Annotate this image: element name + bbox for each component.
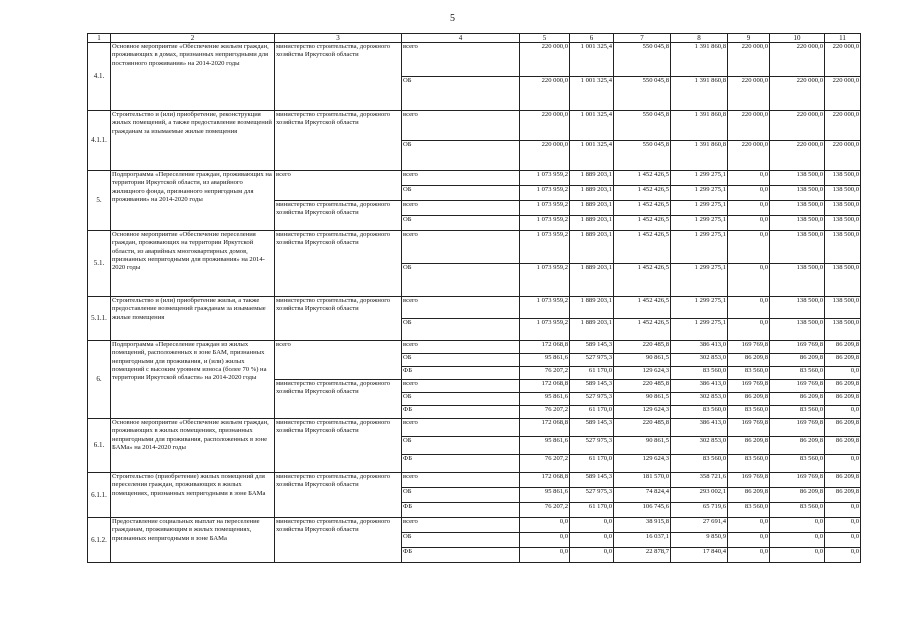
amount-cell: 86 209,8 [770, 488, 825, 503]
table-row [88, 43, 861, 77]
table-row [88, 297, 861, 319]
responsible-executor: всего [275, 341, 402, 380]
header-cell: 5 [520, 34, 570, 43]
amount-cell: 38 915,8 [614, 518, 671, 533]
amount-cell: 1 889 203,1 [570, 264, 614, 297]
amount-cell: 169 769,8 [770, 419, 825, 437]
amount-cell: 0,0 [728, 548, 770, 563]
funding-source: ФБ [402, 455, 520, 473]
amount-cell: 220 000,0 [520, 77, 570, 111]
funding-source: всего [402, 380, 520, 393]
amount-cell: 220 000,0 [728, 141, 770, 171]
amount-cell: 589 145,3 [570, 419, 614, 437]
amount-cell: 220 000,0 [770, 77, 825, 111]
amount-cell: 169 769,8 [770, 380, 825, 393]
amount-cell: 220 000,0 [770, 141, 825, 171]
responsible-executor: министерство строительства, дорожного хозяйства Иркутской области [275, 43, 402, 111]
amount-cell: 1 073 959,2 [520, 297, 570, 319]
amount-cell: 86 209,8 [728, 393, 770, 406]
amount-cell: 138 500,0 [770, 231, 825, 264]
amount-cell: 0,0 [728, 297, 770, 319]
amount-cell: 589 145,3 [570, 341, 614, 354]
item-number: 5.1.1. [88, 297, 111, 341]
funding-source: ОБ [402, 319, 520, 341]
amount-cell: 1 299 275,1 [671, 216, 728, 231]
amount-cell: 0,0 [728, 319, 770, 341]
amount-cell: 90 861,5 [614, 393, 671, 406]
amount-cell: 95 861,6 [520, 437, 570, 455]
amount-cell: 86 209,8 [825, 393, 861, 406]
amount-cell: 1 452 426,5 [614, 231, 671, 264]
responsible-executor: всего [275, 171, 402, 201]
funding-source: ОБ [402, 77, 520, 111]
amount-cell: 9 850,9 [671, 533, 728, 548]
header-cell: 8 [671, 34, 728, 43]
header-cell: 1 [88, 34, 111, 43]
amount-cell: 1 073 959,2 [520, 264, 570, 297]
amount-cell: 138 500,0 [770, 216, 825, 231]
amount-cell: 220 000,0 [825, 77, 861, 111]
amount-cell: 1 452 426,5 [614, 319, 671, 341]
amount-cell: 1 452 426,5 [614, 216, 671, 231]
amount-cell: 86 209,8 [728, 488, 770, 503]
amount-cell: 550 045,8 [614, 77, 671, 111]
amount-cell: 0,0 [728, 216, 770, 231]
amount-cell: 95 861,6 [520, 393, 570, 406]
amount-cell: 83 560,0 [671, 367, 728, 380]
amount-cell: 1 001 325,4 [570, 111, 614, 141]
item-number: 6.1.1. [88, 473, 111, 518]
amount-cell: 0,0 [825, 455, 861, 473]
amount-cell: 138 500,0 [825, 171, 861, 186]
amount-cell: 1 073 959,2 [520, 216, 570, 231]
funding-source: ОБ [402, 533, 520, 548]
amount-cell: 172 068,8 [520, 380, 570, 393]
amount-cell: 1 452 426,5 [614, 264, 671, 297]
amount-cell: 0,0 [728, 171, 770, 186]
header-cell: 11 [825, 34, 861, 43]
amount-cell: 86 209,8 [825, 354, 861, 367]
amount-cell: 86 209,8 [728, 354, 770, 367]
amount-cell: 1 001 325,4 [570, 141, 614, 171]
amount-cell: 0,0 [825, 367, 861, 380]
amount-cell: 86 209,8 [825, 341, 861, 354]
amount-cell: 358 721,6 [671, 473, 728, 488]
item-number: 6. [88, 341, 111, 419]
amount-cell: 0,0 [770, 548, 825, 563]
amount-cell: 90 861,5 [614, 354, 671, 367]
amount-cell: 1 299 275,1 [671, 171, 728, 186]
amount-cell: 0,0 [825, 503, 861, 518]
table-row [88, 419, 861, 437]
funding-source: всего [402, 297, 520, 319]
item-number: 4.1. [88, 43, 111, 111]
funding-source: ФБ [402, 503, 520, 518]
item-number: 6.1. [88, 419, 111, 473]
amount-cell: 589 145,3 [570, 473, 614, 488]
responsible-executor: министерство строительства, дорожного хозяйства Иркутской области [275, 473, 402, 518]
item-name: Основное мероприятие «Обеспечение переселения граждан, проживающих на территории Иркутской области, из аварийных многоквартирных домов, признанных непригодными для проживания» на 2014-2020 годы [111, 231, 275, 297]
amount-cell: 169 769,8 [728, 341, 770, 354]
amount-cell: 1 391 860,8 [671, 141, 728, 171]
funding-source: ОБ [402, 488, 520, 503]
amount-cell: 0,0 [520, 533, 570, 548]
amount-cell: 1 452 426,5 [614, 186, 671, 201]
amount-cell: 76 207,2 [520, 367, 570, 380]
amount-cell: 527 975,3 [570, 488, 614, 503]
amount-cell: 172 068,8 [520, 341, 570, 354]
amount-cell: 1 001 325,4 [570, 43, 614, 77]
amount-cell: 1 889 203,1 [570, 297, 614, 319]
amount-cell: 220 485,8 [614, 419, 671, 437]
funding-source: всего [402, 341, 520, 354]
amount-cell: 138 500,0 [770, 171, 825, 186]
amount-cell: 86 209,8 [770, 437, 825, 455]
amount-cell: 169 769,8 [770, 341, 825, 354]
amount-cell: 61 170,0 [570, 406, 614, 419]
header-cell: 7 [614, 34, 671, 43]
amount-cell: 0,0 [570, 518, 614, 533]
amount-cell: 83 560,0 [728, 406, 770, 419]
funding-source: ОБ [402, 393, 520, 406]
funding-source: всего [402, 231, 520, 264]
amount-cell: 0,0 [728, 533, 770, 548]
amount-cell: 106 745,6 [614, 503, 671, 518]
amount-cell: 220 000,0 [728, 77, 770, 111]
amount-cell: 1 889 203,1 [570, 231, 614, 264]
amount-cell: 0,0 [570, 533, 614, 548]
amount-cell: 1 299 275,1 [671, 186, 728, 201]
amount-cell: 220 000,0 [520, 141, 570, 171]
responsible-executor: министерство строительства, дорожного хозяйства Иркутской области [275, 111, 402, 171]
amount-cell: 550 045,8 [614, 111, 671, 141]
funding-source: ОБ [402, 186, 520, 201]
amount-cell: 172 068,8 [520, 473, 570, 488]
funding-source: ОБ [402, 264, 520, 297]
item-number: 6.1.2. [88, 518, 111, 563]
amount-cell: 0,0 [520, 548, 570, 563]
table-row [88, 341, 861, 354]
amount-cell: 138 500,0 [770, 201, 825, 216]
amount-cell: 1 073 959,2 [520, 201, 570, 216]
amount-cell: 1 073 959,2 [520, 231, 570, 264]
amount-cell: 0,0 [770, 533, 825, 548]
amount-cell: 138 500,0 [770, 264, 825, 297]
amount-cell: 86 209,8 [825, 437, 861, 455]
amount-cell: 1 073 959,2 [520, 319, 570, 341]
amount-cell: 22 878,7 [614, 548, 671, 563]
item-name: Основное мероприятие «Обеспечение жильем граждан, проживающих в домах, признанных непригодными для постоянного проживания» на 2014-2020 годы [111, 43, 275, 111]
amount-cell: 0,0 [825, 533, 861, 548]
amount-cell: 302 853,0 [671, 354, 728, 367]
amount-cell: 1 889 203,1 [570, 186, 614, 201]
funding-source: всего [402, 201, 520, 216]
amount-cell: 76 207,2 [520, 406, 570, 419]
amount-cell: 1 391 860,8 [671, 111, 728, 141]
responsible-executor: министерство строительства, дорожного хозяйства Иркутской области [275, 380, 402, 419]
amount-cell: 1 299 275,1 [671, 319, 728, 341]
funding-source: ОБ [402, 437, 520, 455]
amount-cell: 83 560,0 [671, 455, 728, 473]
amount-cell: 0,0 [728, 186, 770, 201]
amount-cell: 1 073 959,2 [520, 171, 570, 186]
amount-cell: 76 207,2 [520, 503, 570, 518]
amount-cell: 1 391 860,8 [671, 43, 728, 77]
amount-cell: 1 889 203,1 [570, 319, 614, 341]
amount-cell: 0,0 [728, 231, 770, 264]
amount-cell: 1 073 959,2 [520, 186, 570, 201]
item-name: Строительство и (или) приобретение жилья, а также предоставление возмещений гражданам за изымаемые жилые помещения [111, 297, 275, 341]
responsible-executor: министерство строительства, дорожного хозяйства Иркутской области [275, 201, 402, 231]
amount-cell: 76 207,2 [520, 455, 570, 473]
funding-source: всего [402, 111, 520, 141]
amount-cell: 220 000,0 [825, 141, 861, 171]
funding-source: всего [402, 473, 520, 488]
amount-cell: 74 824,4 [614, 488, 671, 503]
amount-cell: 129 624,3 [614, 455, 671, 473]
amount-cell: 302 853,0 [671, 393, 728, 406]
amount-cell: 589 145,3 [570, 380, 614, 393]
header-cell: 9 [728, 34, 770, 43]
amount-cell: 17 840,4 [671, 548, 728, 563]
header-cell: 6 [570, 34, 614, 43]
responsible-executor: министерство строительства, дорожного хозяйства Иркутской области [275, 297, 402, 341]
amount-cell: 220 485,8 [614, 380, 671, 393]
amount-cell: 27 691,4 [671, 518, 728, 533]
amount-cell: 220 000,0 [728, 43, 770, 77]
item-number: 5.1. [88, 231, 111, 297]
amount-cell: 169 769,8 [728, 419, 770, 437]
amount-cell: 1 889 203,1 [570, 171, 614, 186]
funding-source: всего [402, 43, 520, 77]
funding-source: всего [402, 171, 520, 186]
amount-cell: 86 209,8 [825, 473, 861, 488]
amount-cell: 61 170,0 [570, 367, 614, 380]
amount-cell: 86 209,8 [770, 354, 825, 367]
amount-cell: 386 413,0 [671, 419, 728, 437]
amount-cell: 61 170,0 [570, 455, 614, 473]
amount-cell: 83 560,0 [770, 367, 825, 380]
amount-cell: 1 889 203,1 [570, 216, 614, 231]
table-body [88, 34, 861, 563]
amount-cell: 86 209,8 [728, 437, 770, 455]
amount-cell: 1 001 325,4 [570, 77, 614, 111]
amount-cell: 138 500,0 [825, 264, 861, 297]
amount-cell: 86 209,8 [770, 393, 825, 406]
funding-source: ОБ [402, 216, 520, 231]
amount-cell: 138 500,0 [825, 216, 861, 231]
amount-cell: 1 889 203,1 [570, 201, 614, 216]
amount-cell: 527 975,3 [570, 393, 614, 406]
amount-cell: 550 045,8 [614, 141, 671, 171]
amount-cell: 1 299 275,1 [671, 264, 728, 297]
amount-cell: 138 500,0 [770, 297, 825, 319]
amount-cell: 83 560,0 [728, 455, 770, 473]
funding-source: всего [402, 419, 520, 437]
header-cell: 4 [402, 34, 520, 43]
amount-cell: 386 413,0 [671, 341, 728, 354]
program-financing-table [87, 33, 861, 563]
responsible-executor: министерство строительства, дорожного хозяйства Иркутской области [275, 518, 402, 563]
amount-cell: 129 624,3 [614, 367, 671, 380]
amount-cell: 86 209,8 [825, 380, 861, 393]
item-name: Предоставление социальных выплат на переселение гражданам, проживающим в жилых помещениях, признанных непригодными в зоне БАМа [111, 518, 275, 563]
item-number: 5. [88, 171, 111, 231]
amount-cell: 1 452 426,5 [614, 171, 671, 186]
item-name: Строительство (приобретение) жилых помещений для переселения граждан, проживающих в жилых помещениях, признанных непригодными в зоне БАМа [111, 473, 275, 518]
table-row [88, 518, 861, 533]
amount-cell: 220 000,0 [825, 43, 861, 77]
amount-cell: 220 000,0 [520, 111, 570, 141]
amount-cell: 169 769,8 [728, 473, 770, 488]
amount-cell: 169 769,8 [728, 380, 770, 393]
item-name: Основное мероприятие «Обеспечение жильем граждан, проживающих в жилых помещениях, признанных непригодными для проживания, расположенных в зоне БАМа» на 2014-2020 годы [111, 419, 275, 473]
amount-cell: 95 861,6 [520, 488, 570, 503]
amount-cell: 220 000,0 [520, 43, 570, 77]
amount-cell: 83 560,0 [770, 406, 825, 419]
item-name: Подпрограмма «Переселение граждан из жилых помещений, расположенных в зоне БАМ, признанных непригодными для проживания, и (или) жилых помещений с высоким уровнем износа (более 70 %) на территории Иркутской области» на 2014-2020 годы [111, 341, 275, 419]
amount-cell: 0,0 [520, 518, 570, 533]
funding-source: ФБ [402, 406, 520, 419]
amount-cell: 65 719,6 [671, 503, 728, 518]
amount-cell: 138 500,0 [825, 186, 861, 201]
amount-cell: 386 413,0 [671, 380, 728, 393]
page-number: 5 [450, 13, 455, 24]
amount-cell: 169 769,8 [770, 473, 825, 488]
amount-cell: 138 500,0 [770, 186, 825, 201]
amount-cell: 220 000,0 [728, 111, 770, 141]
amount-cell: 220 000,0 [770, 111, 825, 141]
amount-cell: 86 209,8 [825, 488, 861, 503]
amount-cell: 95 861,6 [520, 354, 570, 367]
amount-cell: 16 037,1 [614, 533, 671, 548]
amount-cell: 138 500,0 [825, 201, 861, 216]
item-name: Строительство и (или) приобретение, реконструкция жилых помещений, а также предоставление возмещений гражданам за изымаемые жилые помещения [111, 111, 275, 171]
amount-cell: 129 624,3 [614, 406, 671, 419]
amount-cell: 0,0 [825, 518, 861, 533]
amount-cell: 138 500,0 [770, 319, 825, 341]
table-row [88, 111, 861, 141]
responsible-executor: министерство строительства, дорожного хозяйства Иркутской области [275, 419, 402, 473]
header-cell: 3 [275, 34, 402, 43]
amount-cell: 1 299 275,1 [671, 201, 728, 216]
amount-cell: 302 853,0 [671, 437, 728, 455]
amount-cell: 1 299 275,1 [671, 297, 728, 319]
amount-cell: 138 500,0 [825, 231, 861, 264]
amount-cell: 181 570,0 [614, 473, 671, 488]
amount-cell: 527 975,3 [570, 354, 614, 367]
amount-cell: 0,0 [728, 264, 770, 297]
amount-cell: 0,0 [728, 201, 770, 216]
amount-cell: 293 002,1 [671, 488, 728, 503]
amount-cell: 220 485,8 [614, 341, 671, 354]
item-name: Подпрограмма «Переселение граждан, проживающих на территории Иркутской области, из аварийного жилищного фонда, признанного непригодным для проживания» на 2014-2020 годы [111, 171, 275, 231]
amount-cell: 550 045,8 [614, 43, 671, 77]
amount-cell: 1 452 426,5 [614, 201, 671, 216]
funding-source: ФБ [402, 367, 520, 380]
amount-cell: 86 209,8 [825, 419, 861, 437]
amount-cell: 83 560,0 [770, 455, 825, 473]
amount-cell: 83 560,0 [728, 503, 770, 518]
funding-source: ОБ [402, 141, 520, 171]
table-row [88, 473, 861, 488]
amount-cell: 220 000,0 [770, 43, 825, 77]
amount-cell: 527 975,3 [570, 437, 614, 455]
amount-cell: 138 500,0 [825, 297, 861, 319]
amount-cell: 0,0 [825, 548, 861, 563]
header-row [88, 34, 861, 43]
amount-cell: 138 500,0 [825, 319, 861, 341]
amount-cell: 83 560,0 [671, 406, 728, 419]
amount-cell: 1 299 275,1 [671, 231, 728, 264]
table-row [88, 171, 861, 186]
responsible-executor: министерство строительства, дорожного хозяйства Иркутской области [275, 231, 402, 297]
amount-cell: 0,0 [728, 518, 770, 533]
amount-cell: 0,0 [570, 548, 614, 563]
header-cell: 2 [111, 34, 275, 43]
funding-source: ФБ [402, 548, 520, 563]
funding-source: ОБ [402, 354, 520, 367]
header-cell: 10 [770, 34, 825, 43]
amount-cell: 83 560,0 [770, 503, 825, 518]
amount-cell: 61 170,0 [570, 503, 614, 518]
amount-cell: 0,0 [770, 518, 825, 533]
amount-cell: 220 000,0 [825, 111, 861, 141]
amount-cell: 1 391 860,8 [671, 77, 728, 111]
amount-cell: 1 452 426,5 [614, 297, 671, 319]
amount-cell: 172 068,8 [520, 419, 570, 437]
item-number: 4.1.1. [88, 111, 111, 171]
amount-cell: 0,0 [825, 406, 861, 419]
table-row [88, 231, 861, 264]
amount-cell: 90 861,5 [614, 437, 671, 455]
amount-cell: 83 560,0 [728, 367, 770, 380]
funding-source: всего [402, 518, 520, 533]
